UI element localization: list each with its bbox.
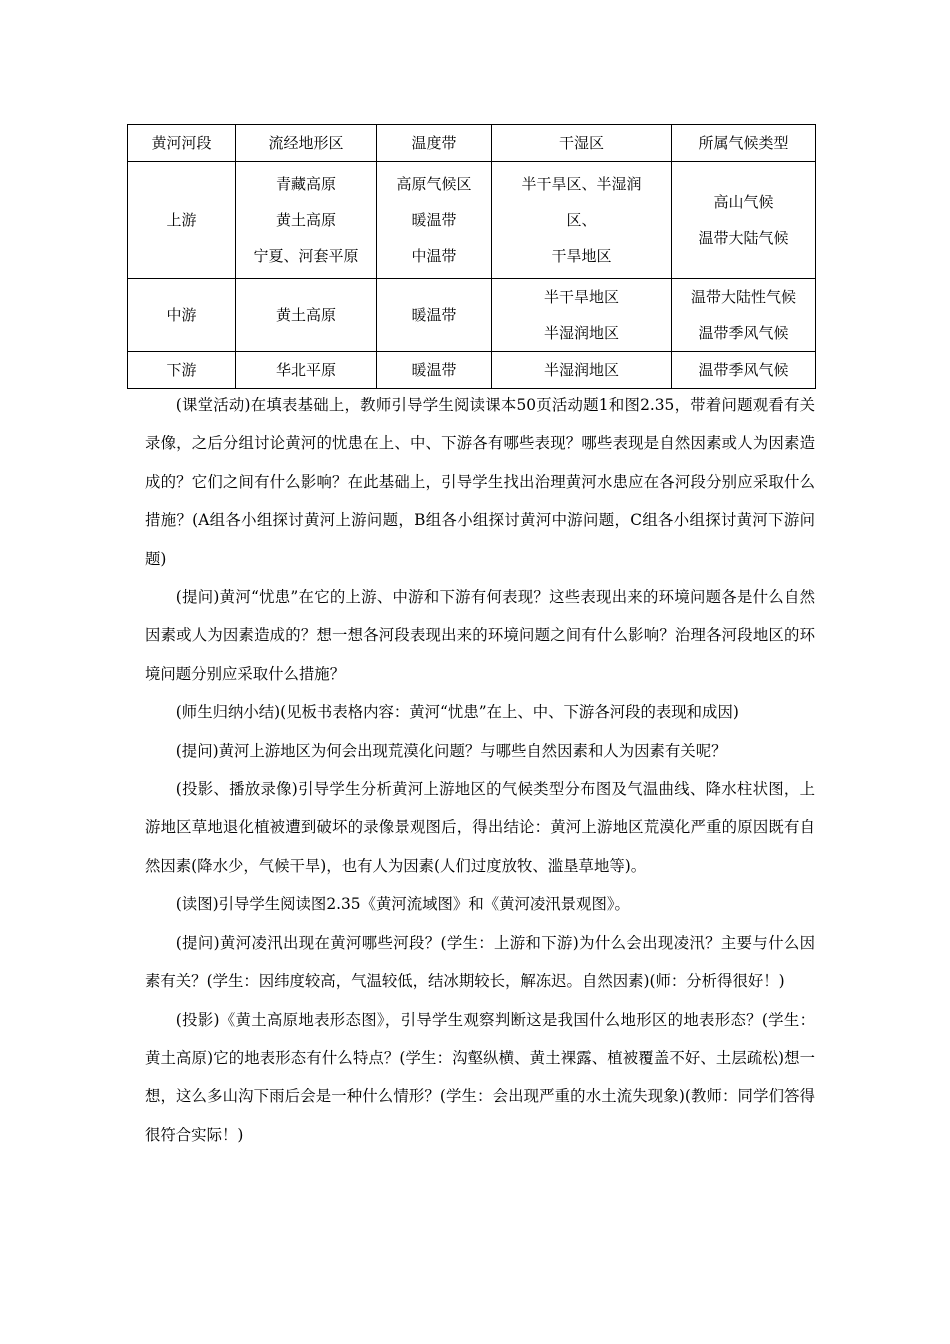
cell-line: 区、: [566, 211, 597, 229]
cell-line: 温带季风气候: [698, 324, 789, 342]
paragraph-loess-plateau: (投影)《黄土高原地表形态图》，引导学生观察判断这是我国什么地形区的地表形态？(学生：黄土高原)它的地表形态有什么特点？(学生：沟壑纵横、黄土裸露、植被覆盖不好、土层疏松)想一想，这么多山沟下雨后会是一种什么情形？(学生：会出现严重的水土流失现象)(教师：同学们答得很符合实际！): [145, 1010, 815, 1144]
cell-line: 黄土高原: [275, 211, 336, 229]
paragraph-ice-flood: (提问)黄河凌汛出现在黄河哪些河段？(学生：上游和下游)为什么会出现凌汛？主要与什么因素有关？(学生：因纬度较高，气温较低，结冰期较长，解冻迟。自然因素)(师：分析得很好！): [145, 933, 815, 991]
table-header-cell: 温度带: [377, 125, 492, 162]
cell-line: 中温带: [411, 247, 457, 265]
cell-line: 黄土高原: [275, 306, 336, 324]
lesson-body: [145, 386, 815, 1154]
segment-cell: 中游: [128, 279, 236, 352]
cell-line: 宁夏、河套平原: [253, 247, 359, 265]
temperature-cell: [377, 352, 492, 389]
temperature-cell: [377, 279, 492, 352]
climate-cell: [672, 162, 816, 279]
table-header-cell: 黄河河段: [128, 125, 236, 162]
cell-line: 暖温带: [411, 211, 457, 229]
segment-cell: 上游: [128, 162, 236, 279]
terrain-cell: [236, 352, 377, 389]
climate-cell: [672, 352, 816, 389]
moisture-cell: [492, 279, 672, 352]
cell-line: 华北平原: [275, 361, 336, 379]
cell-line: 半湿润地区: [543, 324, 619, 342]
table-header-row: [128, 125, 816, 162]
paragraph-question-worries: (提问)黄河“忧患”在它的上游、中游和下游有何表现？这些表现出来的环境问题各是什么自然因素或人为因素造成的？想一想各河段表现出来的环境问题之间有什么影响？治理各河段地区的环境问题分别应采取什么措施？: [145, 588, 815, 683]
table-header-cell: 干湿区: [492, 125, 672, 162]
cell-line: 干旱地区: [551, 247, 612, 265]
cell-line: 温带大陆性气候: [690, 288, 796, 306]
cell-line: 温带大陆气候: [698, 229, 789, 247]
cell-line: 高原气候区: [396, 175, 472, 193]
moisture-cell: [492, 162, 672, 279]
cell-line: 暖温带: [411, 306, 457, 324]
paragraph-question-desertification: (提问)黄河上游地区为何会出现荒漠化问题？与哪些自然因素和人为因素有关呢？: [175, 741, 727, 760]
table-row: [128, 162, 816, 279]
cell-line: 高山气候: [713, 193, 774, 211]
cell-line: 半干旱区、半湿润: [521, 175, 642, 193]
table-header-cell: 流经地形区: [236, 125, 377, 162]
cell-line: 青藏高原: [275, 175, 336, 193]
paragraph-projection-video: (投影、播放录像)引导学生分析黄河上游地区的气候类型分布图及气温曲线、降水柱状图，上游地区草地退化植被遭到破坏的录像景观图后，得出结论：黄河上游地区荒漠化严重的原因既有自然因素(降水少，气候干旱)，也有人为因素(人们过度放牧、滥垦草地等)。: [145, 780, 815, 875]
cell-line: 温带季风气候: [698, 361, 789, 379]
terrain-cell: [236, 279, 377, 352]
cell-line: 半干旱地区: [543, 288, 619, 306]
climate-cell: [672, 279, 816, 352]
paragraph-summary: (师生归纳小结)(见板书表格内容：黄河“忧患”在上、中、下游各河段的表现和成因): [175, 703, 739, 722]
cell-line: 半湿润地区: [543, 361, 619, 379]
table-row: [128, 352, 816, 389]
segment-cell: 下游: [128, 352, 236, 389]
yellow-river-table: [127, 124, 816, 389]
temperature-cell: [377, 162, 492, 279]
table-row: [128, 279, 816, 352]
moisture-cell: [492, 352, 672, 389]
paragraph-class-activity: (课堂活动)在填表基础上，教师引导学生阅读课本50页活动题1和图2.35，带着问题观看有关录像，之后分组讨论黄河的忧患在上、中、下游各有哪些表现？哪些表现是自然因素或人为因素造成的？它们之间有什么影响？在此基础上，引导学生找出治理黄河水患应在各河段分别应采取什么措施？(A组各小组探讨黄河上游问题，B组各小组探讨黄河中游问题，C组各小组探讨黄河下游问题): [145, 396, 815, 568]
paragraph-map-reading: (读图)引导学生阅读图2.35《黄河流域图》和《黄河凌汛景观图》。: [175, 895, 630, 914]
table-header-cell: 所属气候类型: [672, 125, 816, 162]
terrain-cell: [236, 162, 377, 279]
cell-line: 暖温带: [411, 361, 457, 379]
